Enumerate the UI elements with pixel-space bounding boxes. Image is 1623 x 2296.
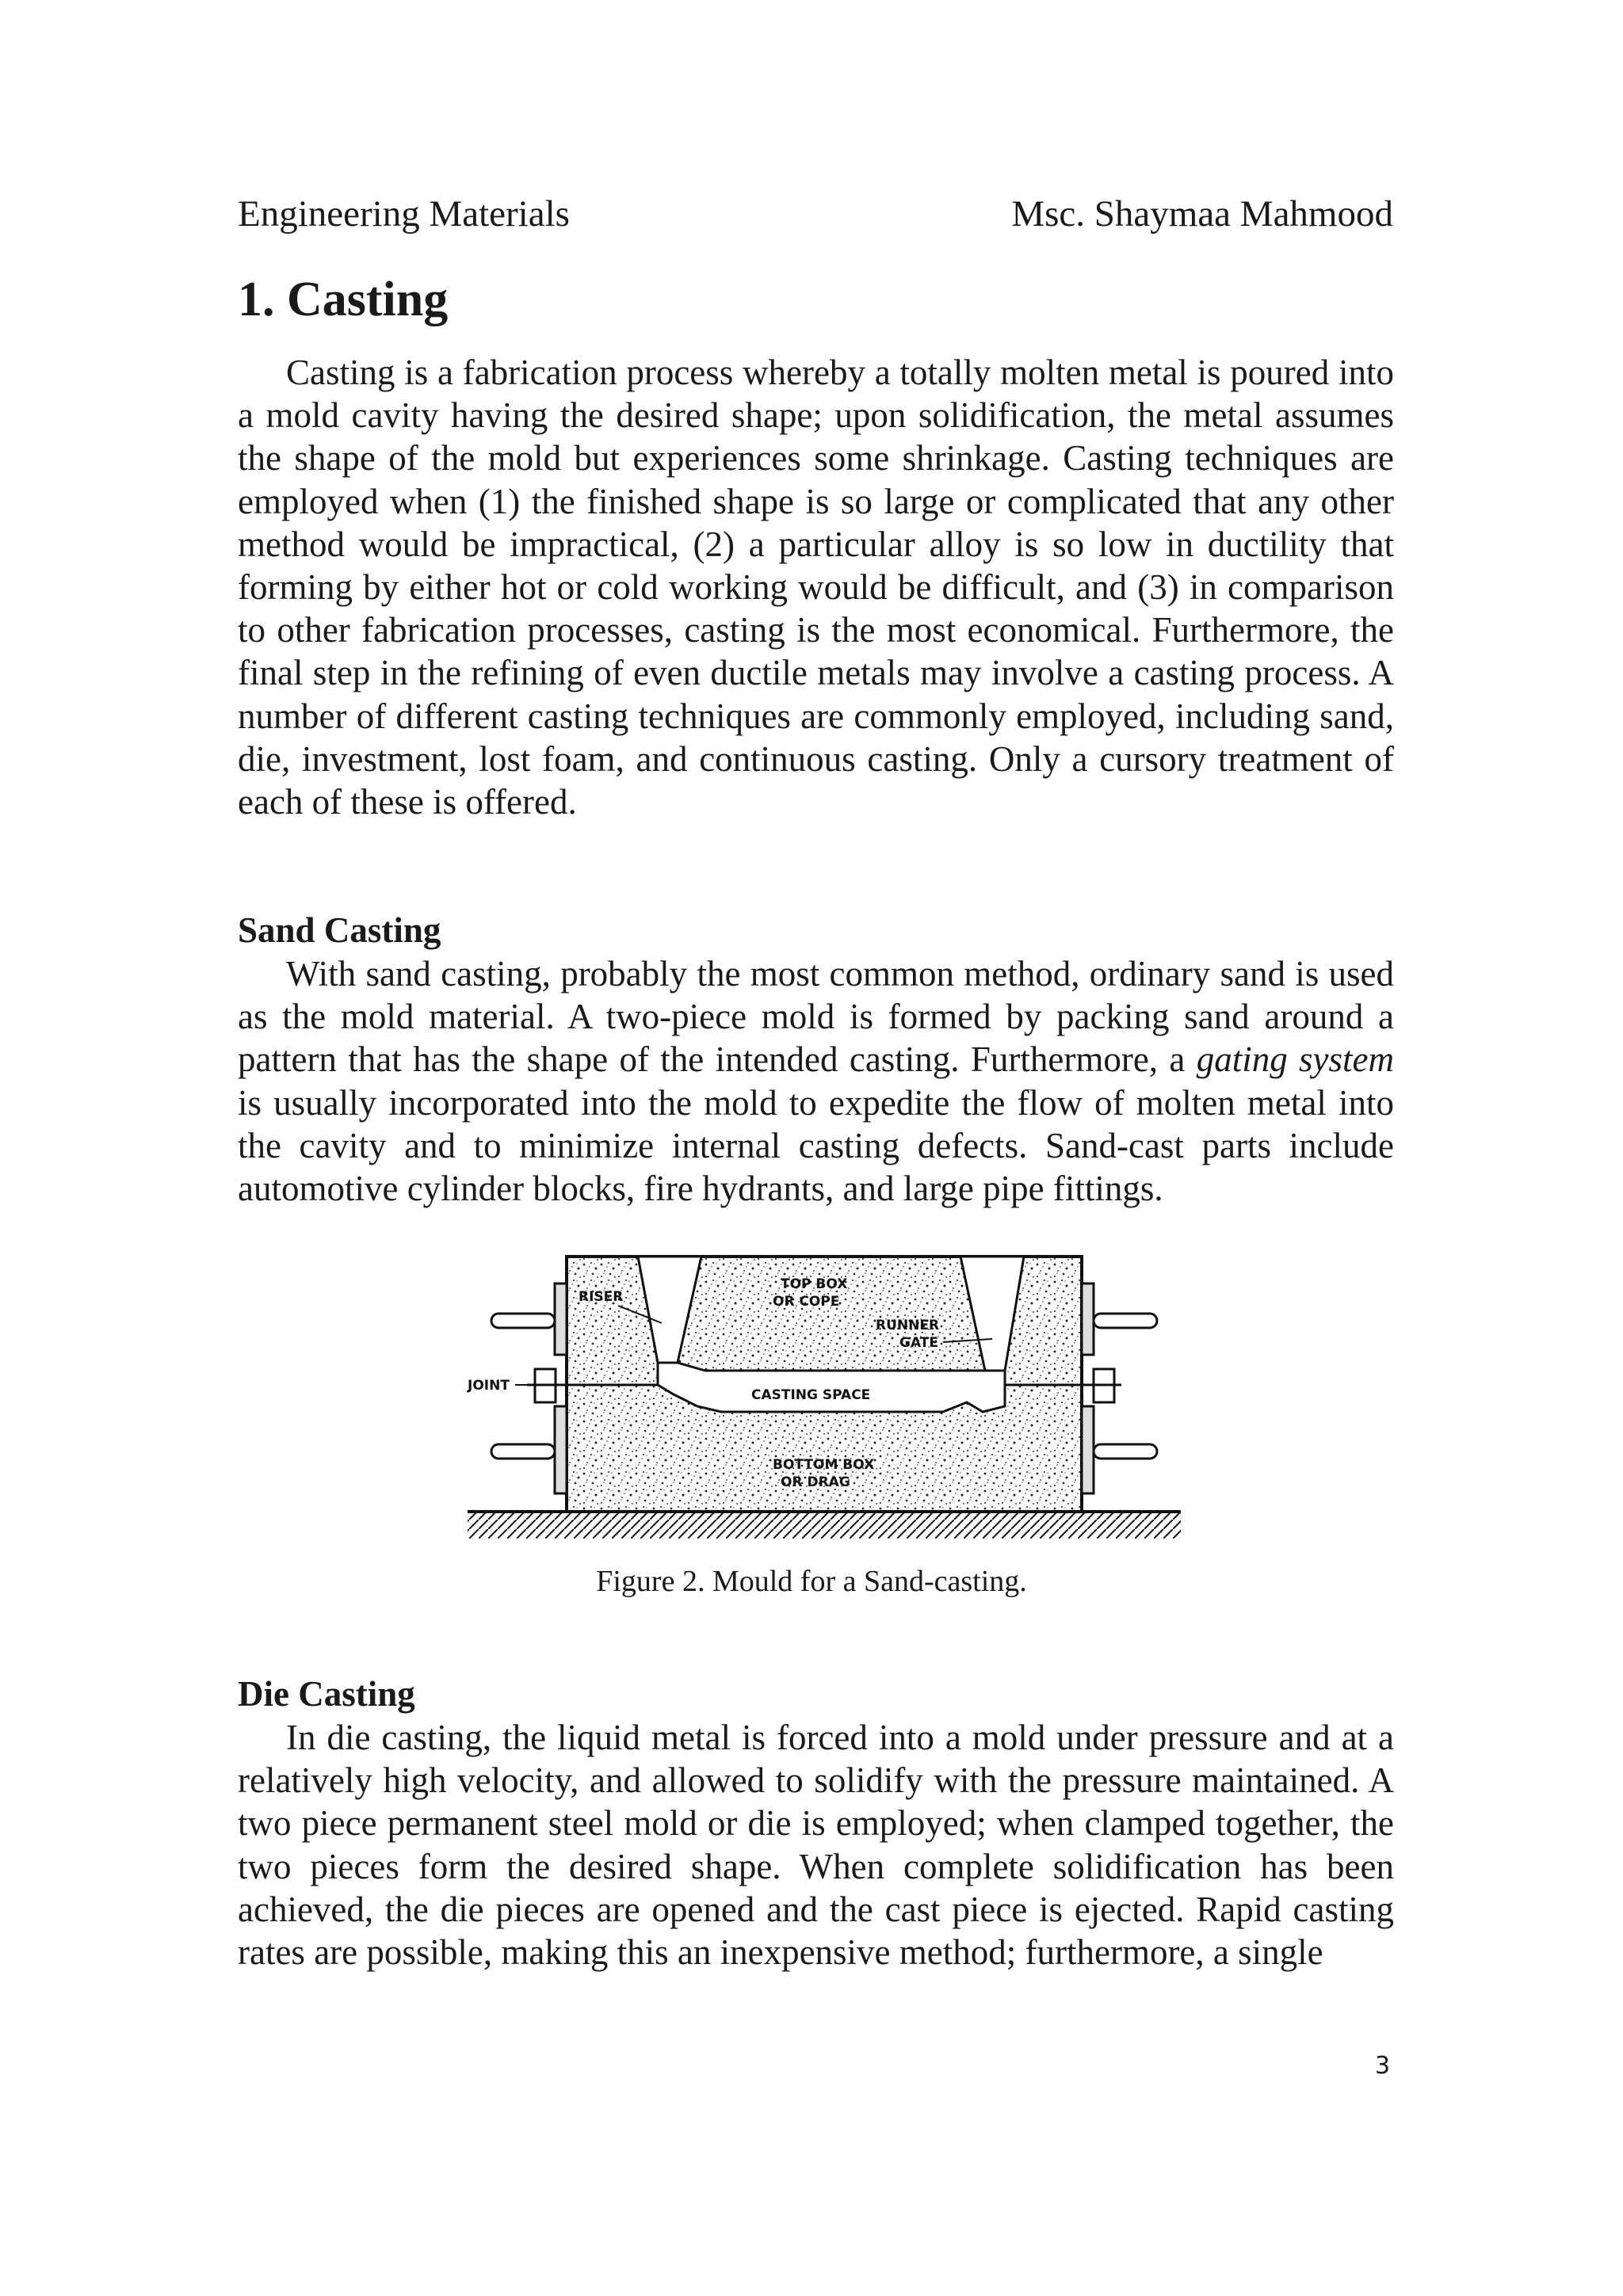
- header-course-title: Engineering Materials: [238, 193, 570, 235]
- header-author: Msc. Shaymaa Mahmood: [1011, 193, 1393, 235]
- label-runner: RUNNER: [876, 1318, 940, 1333]
- page-number: 3: [1375, 2052, 1391, 2080]
- sand-casting-heading: Sand Casting: [238, 910, 441, 950]
- mould-diagram: [460, 1244, 1189, 1545]
- label-cope: OR COPE: [773, 1294, 840, 1310]
- chapter-title: 1. Casting: [238, 273, 449, 326]
- die-casting-heading: Die Casting: [238, 1674, 415, 1714]
- die-casting-paragraph: In die casting, the liquid metal is forced into a mold under pressure and at a relatively high velocity, and allowed to solidify with the pressure maintained. A two piece permanent steel mold or die is employed; when clamped together, the two pieces form the desired shape. When complete solidification has been achieved, the die pieces are opened and the cast piece is ejected. Rapid casting rates are possible, making this an inexpensive method; furthermore, a single: [238, 1718, 1394, 1973]
- label-bottom-box: BOTTOM BOX: [773, 1457, 875, 1473]
- ground-hatching: [468, 1512, 1181, 1539]
- sand-casting-paragraph: [238, 952, 1394, 1210]
- sand-text-part-2: is usually incorporated into the mold to expedite the flow of molten metal into the cavity and to minimize internal casting defects. Sand-cast parts include automotive cylinder blocks, fire hydrants, and large pipe fittings.: [238, 1082, 1394, 1209]
- label-joint: JOINT: [468, 1378, 510, 1394]
- casting-intro-paragraph: Casting is a fabrication process whereby a totally molten metal is poured into a mold cavity having the desired shape; upon solidification, the metal assumes the shape of the mold but experiences some shrinkage. Casting techniques are employed when (1) the finished shape is so large or complicated that any other method would be impractical, (2) a particular alloy is so low in ductility that forming by either hot or cold working would be difficult, and (3) in comparison to other fabrication processes, casting is the most economical. Furthermore, the final step in the refining of even ductile metals may involve a casting process. A number of different casting techniques are commonly employed, including sand, die, investment, lost foam, and continuous casting. Only a cursory treatment of each of these is offered.: [238, 353, 1394, 822]
- label-casting-space: CASTING SPACE: [751, 1387, 871, 1403]
- label-top-box: TOP BOX: [781, 1276, 848, 1292]
- label-drag: OR DRAG: [781, 1474, 850, 1490]
- sand-casting-mould-figure: [460, 1244, 1189, 1545]
- figure-caption: Figure 2. Mould for a Sand-casting.: [596, 1565, 1027, 1598]
- label-gate: GATE: [899, 1335, 938, 1351]
- sand-text-part-1: With sand casting, probably the most common method, ordinary sand is used as the mold material. A two-piece mold is formed by packing sand around a pattern that has the shape of the intended casting. Furthermore, a: [238, 954, 1394, 1080]
- label-riser: RISER: [579, 1289, 624, 1305]
- gating-system-term: gating system: [1196, 1039, 1394, 1080]
